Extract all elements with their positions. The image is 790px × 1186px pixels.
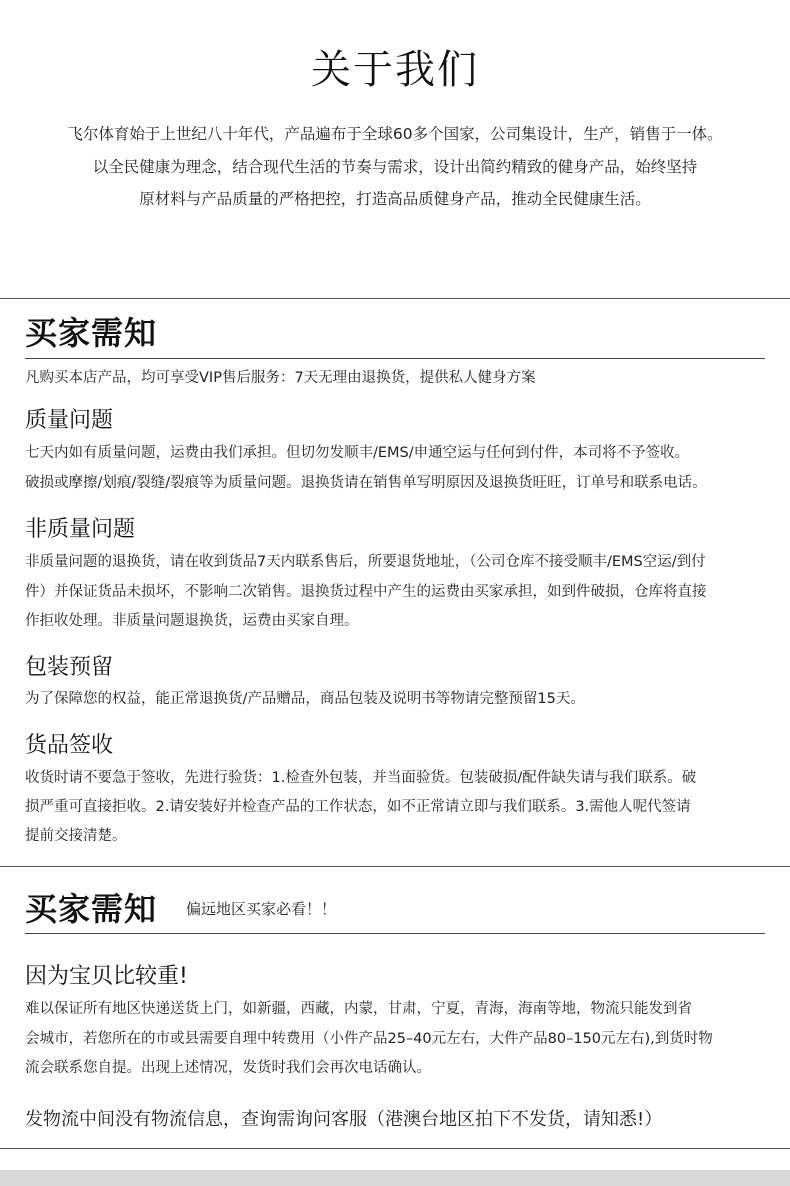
shipping-text: 难以保证所有地区快递送货上门，如新疆，西藏，内蒙，甘肃，宁夏，青海，海南等地，物流只能发到省 (25, 1001, 692, 1017)
non-quality-issue-heading: 非质量问题 (25, 517, 136, 542)
packaging-text: 为了保障您的权益，能正常退换货/产品赠品，商品包装及说明书等物请完整预留15天。 (25, 691, 585, 707)
buyer-notice-title: 买家需知 (25, 314, 158, 352)
quality-issue-text: 七天内如有质量问题，运费由我们承担。但切勿发顺丰/EMS/申通空运与任何到付件，本司将不予签收。 (25, 445, 690, 461)
non-quality-issue-text: 非质量问题的退换货，请在收到货品7天内联系售后，所要退货地址，（公司仓库不接受顺丰/EMS空运/到付 (25, 554, 706, 570)
heading-underline (25, 933, 765, 934)
heavy-item-heading: 因为宝贝比较重! (25, 964, 188, 989)
receipt-text: 收货时请不要急于签收，先进行验货：1.检查外包装，并当面验货。包装破损/配件缺失请与我们联系。破 (25, 770, 697, 786)
receipt-text: 损严重可直接拒收。2.请安装好并检查产品的工作状态，如不正常请立即与我们联系。3.需他人呢代签请 (25, 799, 691, 815)
logistics-note: 发物流中间没有物流信息，查询需询问客服（港澳台地区拍下不发货，请知悉!） (25, 1109, 663, 1130)
section-divider (0, 1148, 790, 1149)
about-text-line: 以全民健康为理念，结合现代生活的节奏与需求，设计出简约精致的健身产品，始终坚持 (92, 158, 698, 176)
packaging-heading: 包装预留 (25, 655, 114, 680)
section-divider (0, 298, 790, 299)
bottom-bar (0, 1170, 790, 1186)
about-text-line: 原材料与产品质量的严格把控，打造高品质健身产品，推动全民健康生活。 (139, 190, 651, 208)
about-title: 关于我们 (311, 47, 479, 93)
receipt-text: 提前交接清楚。 (25, 828, 127, 844)
receipt-heading: 货品签收 (25, 733, 114, 758)
section-divider (0, 866, 790, 867)
buyer-notice-intro: 凡购买本店产品，均可享受VIP售后服务：7天无理由退换货，提供私人健身方案 (25, 370, 536, 386)
quality-issue-text: 破损或摩擦/划痕/裂缝/裂痕等为质量问题。退换货请在销售单写明原因及退换货旺旺，订单号和联系电话。 (25, 475, 707, 491)
remote-area-note: 偏远地区买家必看！！ (186, 900, 337, 918)
non-quality-issue-text: 作拒收处理。非质量问题退换货，运费由买家自理。 (25, 613, 359, 629)
quality-issue-heading: 质量问题 (25, 408, 114, 433)
heading-underline (25, 358, 765, 359)
remote-notice-title: 买家需知 (25, 890, 158, 928)
shipping-text: 会城市，若您所在的市或县需要自理中转费用（小件产品25–40元左右，大件产品80–150元左右),到货时物 (25, 1031, 713, 1047)
about-text-line: 飞尔体育始于上世纪八十年代，产品遍布于全球60多个国家，公司集设计，生产，销售于一体。 (67, 125, 723, 143)
non-quality-issue-text: 件）并保证货品未损坏，不影响二次销售。退换货过程中产生的运费由买家承担，如到件破损，仓库将直接 (25, 584, 707, 600)
shipping-text: 流会联系您自提。出现上述情况，发货时我们会再次电话确认。 (25, 1060, 431, 1076)
